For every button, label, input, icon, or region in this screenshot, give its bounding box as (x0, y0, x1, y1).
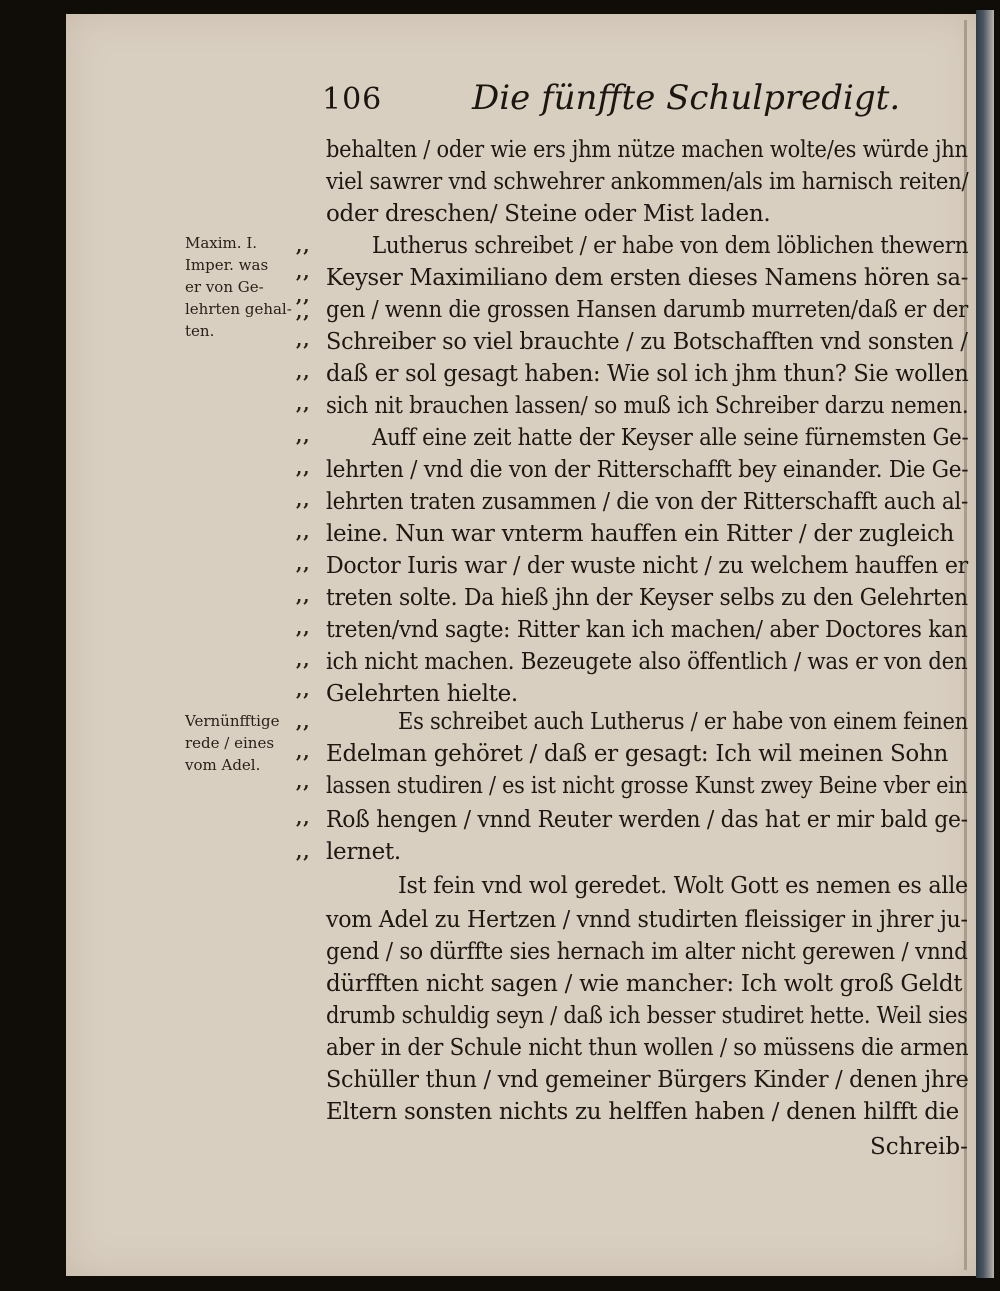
text-line: oder dreschen/ Steine oder Mist laden. (326, 201, 771, 227)
quote-mark: ,, (296, 772, 311, 793)
quote-mark: ,, (296, 522, 311, 543)
page-number: 106 (322, 82, 383, 117)
text-line: lernet. (326, 839, 401, 865)
text-line: Schreiber so viel brauchte / zu Botschafften vnd sonsten / (326, 329, 968, 355)
quote-mark: ,, (296, 362, 311, 383)
quote-mark: ,, (296, 618, 311, 639)
text-line: behalten / oder wie ers jhm nütze machen wolte/es würde jhn (326, 137, 968, 163)
margin-note-line: ten. (185, 322, 215, 340)
text-line: Lutherus schreibet / er habe von dem löblichen thewern (372, 233, 969, 259)
text-line: gend / so dürffte sies hernach im alter nicht gerewen / vnnd (326, 939, 968, 965)
text-line: Edelman gehöret / daß er gesagt: Ich wil meinen Sohn (326, 741, 948, 767)
quote-mark: ,, (296, 554, 311, 575)
running-head: Die fünffte Schulpredigt. (472, 78, 901, 118)
quote-mark: ,, (296, 394, 311, 415)
text-line: viel sawrer vnd schwehrer ankommen/als im harnisch reiten/ (326, 169, 969, 195)
text-line: Eltern sonsten nichts zu helffen haben / denen hilfft die (326, 1099, 959, 1125)
text-line: Auff eine zeit hatte der Keyser alle seine fürnemsten Ge- (372, 425, 969, 451)
quote-mark: ,, (296, 330, 311, 351)
text-line: Es schreibet auch Lutherus / er habe von einem feinen (398, 709, 968, 735)
margin-note-line: Vernünfftige (185, 712, 280, 730)
quote-mark: ,, (296, 586, 311, 607)
text-line: Roß hengen / vnnd Reuter werden / das hat er mir bald ge- (326, 807, 968, 833)
text-line: treten/vnd sagte: Ritter kan ich machen/ aber Doctores kan (326, 617, 968, 643)
text-line: lassen studiren / es ist nicht grosse Kunst zwey Beine vber ein (326, 773, 968, 799)
quote-mark: ,, (296, 426, 311, 447)
text-line: sich nit brauchen lassen/ so muß ich Schreiber darzu nemen. (326, 393, 969, 419)
quote-mark: ,, (296, 742, 311, 763)
margin-note-line: Imper. was (185, 256, 269, 274)
quote-mark: ,, (296, 236, 311, 257)
text-line: Gelehrten hielte. (326, 681, 518, 707)
text-line: daß er sol gesagt haben: Wie sol ich jhm thun? Sie wollen (326, 361, 969, 387)
quote-mark: ,, (296, 286, 311, 307)
quote-mark: ,, (296, 650, 311, 671)
text-line: lehrten traten zusammen / die von der Ritterschafft auch al- (326, 489, 969, 515)
book-edge (976, 10, 994, 1278)
text-line: treten solte. Da hieß jhn der Keyser selbs zu den Gelehrten (326, 585, 968, 611)
quote-mark: ,, (296, 842, 311, 863)
margin-note-line: vom Adel. (185, 756, 261, 774)
quote-mark: ,, (296, 712, 311, 733)
quote-mark: ,, (296, 490, 311, 511)
text-line: aber in der Schule nicht thun wollen / so müssens die armen (326, 1035, 969, 1061)
text-line: drumb schuldig seyn / daß ich besser studiret hette. Weil sies (326, 1003, 968, 1029)
margin-note-line: er von Ge- (185, 278, 264, 296)
text-line: leine. Nun war vnterm hauffen ein Ritter / der zugleich (326, 521, 955, 547)
text-line: vom Adel zu Hertzen / vnnd studirten fleissiger in jhrer ju- (326, 907, 968, 933)
catchword: Schreib- (870, 1134, 968, 1160)
text-line: gen / wenn die grossen Hansen darumb murreten/daß er der (326, 297, 969, 323)
margin-note-maximilian (185, 232, 295, 342)
quote-mark: ,, (296, 458, 311, 479)
quote-mark: ,, (296, 302, 311, 323)
margin-note-line: lehrten gehal- (185, 300, 292, 318)
margin-note-line: rede / eines (185, 734, 275, 752)
margin-note-edelman (185, 710, 295, 776)
text-line: Ist fein vnd wol geredet. Wolt Gott es nemen es alle (398, 873, 968, 899)
quote-mark: ,, (296, 262, 311, 283)
text-line: dürfften nicht sagen / wie mancher: Ich wolt groß Geldt (326, 971, 963, 997)
text-line: lehrten / vnd die von der Ritterschafft bey einander. Die Ge- (326, 457, 969, 483)
text-line: Doctor Iuris war / der wuste nicht / zu welchem hauffen er (326, 553, 968, 579)
quote-mark: ,, (296, 808, 311, 829)
text-line: Schüller thun / vnd gemeiner Bürgers Kinder / denen jhre (326, 1067, 969, 1093)
quote-mark: ,, (296, 680, 311, 701)
margin-note-line: Maxim. I. (185, 234, 258, 252)
text-line: Keyser Maximiliano dem ersten dieses Namens hören sa- (326, 265, 969, 291)
text-line: ich nicht machen. Bezeugete also öffentlich / was er von den (326, 649, 968, 675)
